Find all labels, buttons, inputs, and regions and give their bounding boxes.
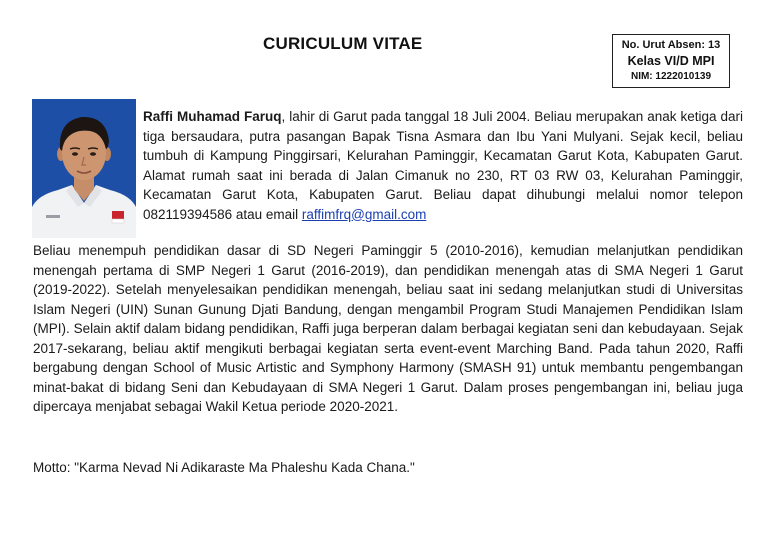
document-title: CURICULUM VITAE (263, 34, 423, 53)
nim-number: NIM: 1222010139 (630, 71, 712, 82)
portrait-illustration (32, 99, 136, 238)
email-link[interactable]: raffimfrq@gmail.com (301, 206, 427, 222)
student-id-box (612, 34, 730, 88)
education-text: Beliau menempuh pendidikan dasar di SD Negeri Paminggir 5 (2010-2016), kemudian melanjutkan pendidikan menengah pertama di SMP Negeri 1 Garut (2016-2019), dan pendidikan menengah atas di SMA Negeri 1 Garut (2019-2022). Setelah menyelesaikan pendidikan menengah, beliau saat ini sedang melanjutkan studi di Universitas Islam Negeri (UIN) Sunan Gunung Djati Bandung, dengan mengambil Program Studi Manajemen Pendidikan Islam (MPI). Selain aktif dalam bidang pendidikan, Raffi juga berperan dalam berbagai kegiatan seni dan kebudayaan. Sejak 2017-sekarang, beliau aktif mengikuti berbagai kegiatan serta event-event Marching Band. Pada tahun 2020, Raffi bergabung dengan School of Music Artistic and Symphony Harmony (SMASH 91) untuk membantu pengembangan minat-bakat di bidang Seni dan Kebudayaan di SMA Negeri 1 Garut. Dalam proses pengembangan ini, beliau juga dipercaya menjabat sebagai Wakil Ketua periode 2020-2021. (33, 243, 743, 414)
person-name: Raffi Muhamad Faruq (143, 109, 282, 124)
education-paragraph (33, 241, 743, 417)
absen-number: No. Urut Absen: 13 (621, 39, 721, 51)
profile-photo (32, 99, 136, 238)
bio-paragraph (143, 107, 743, 224)
bio-text: , lahir di Garut pada tanggal 18 Juli 2004. Beliau merupakan anak ketiga dari tiga bersaudara, putra pasangan Bapak Tisna Asmara dan Ibu Yani Mulyani. Sejak kecil, beliau tumbuh di Kampung Pinggirsari, Kelurahan Paminggir, Kecamatan Garut Kota, Kabupaten Garut. Alamat rumah saat ini berada di Jalan Cimanuk no 230, RT 03 RW 03, Kelurahan Paminggir, Kecamatan Garut Kota, Kabupaten Garut. Beliau dapat dihubungi melalui nomor telepon 082119394586 atau email (143, 109, 743, 222)
class-label: Kelas VI/D MPI (627, 54, 715, 68)
motto-text: Motto: "Karma Nevad Ni Adikaraste Ma Phaleshu Kada Chana." (33, 460, 415, 475)
motto (33, 458, 415, 478)
